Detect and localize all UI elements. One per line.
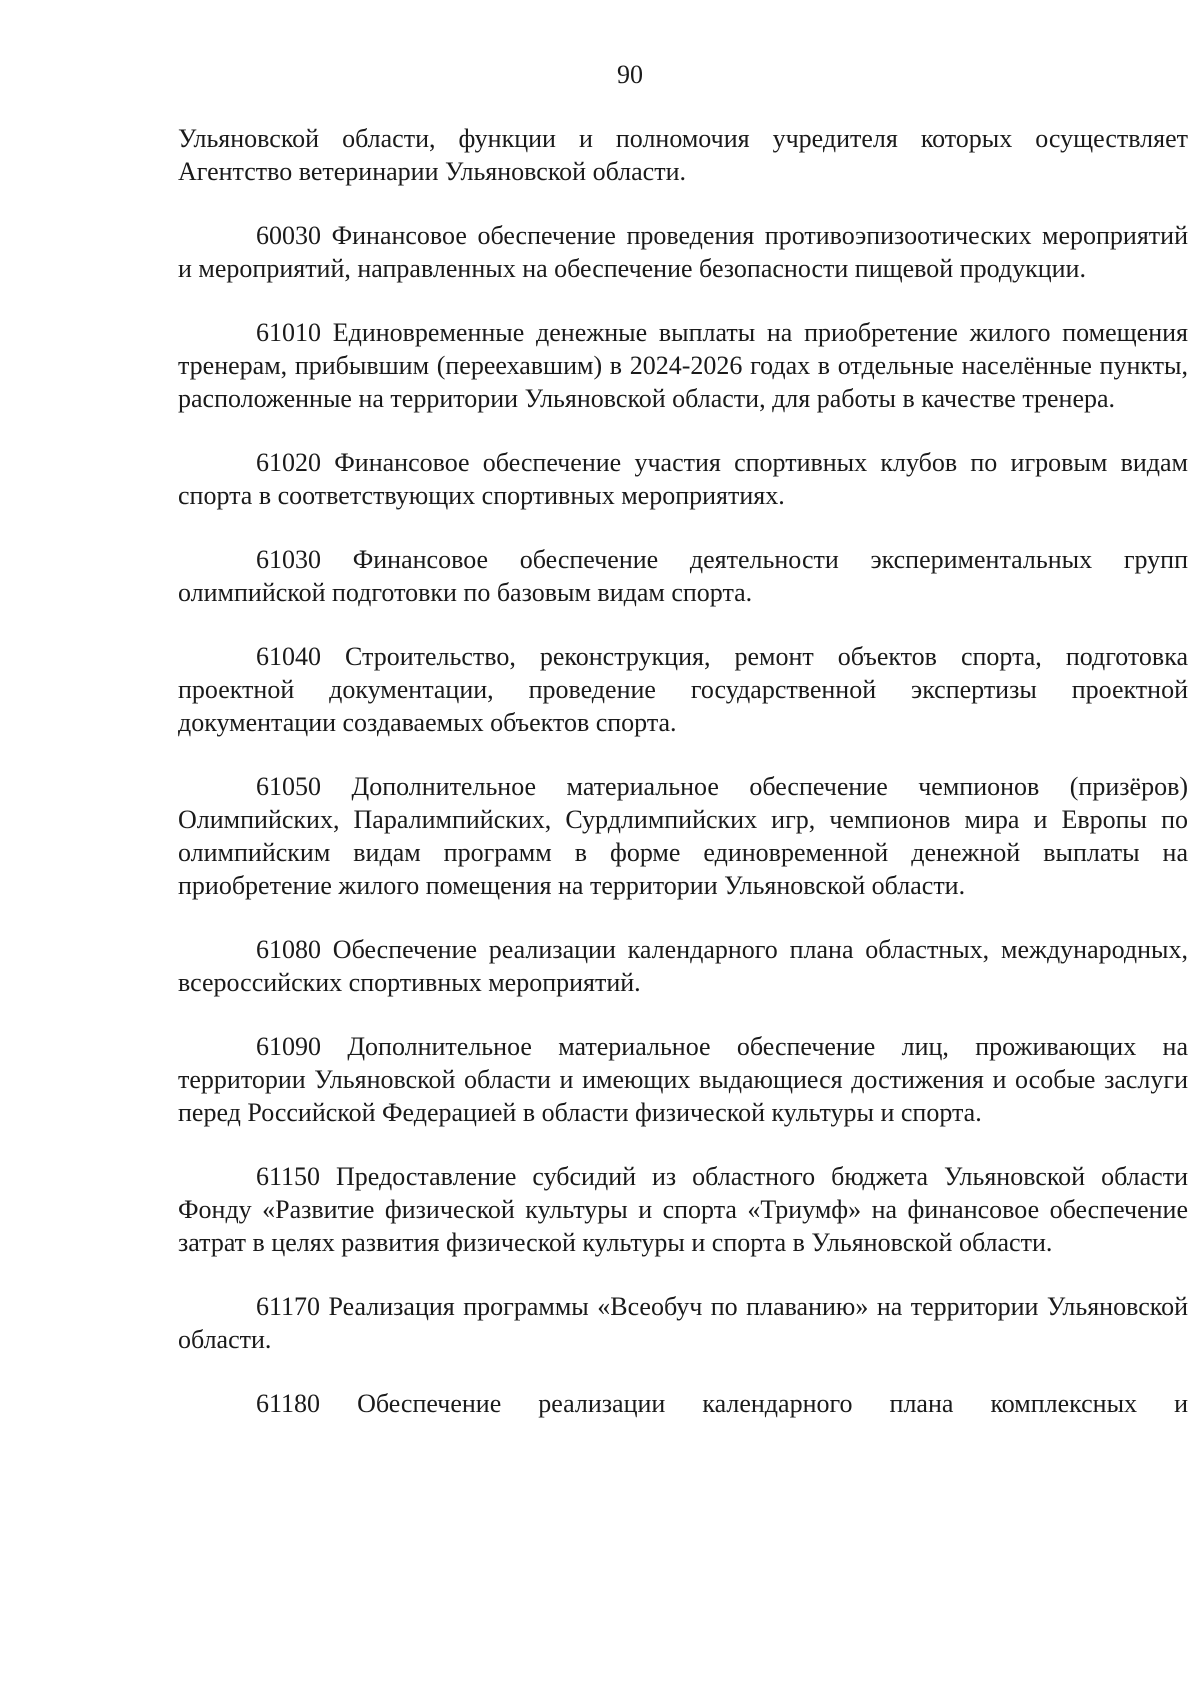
paragraph-60030: 60030 Финансовое обеспечение проведения противоэпизоотических мероприятий и мероприятий, направленных на обеспечение безопасности пищевой продукции. bbox=[178, 221, 1188, 283]
paragraph-61150: 61150 Предоставление субсидий из областного бюджета Ульяновской области Фонду «Развитие физической культуры и спорта «Триумф» на финансовое обеспечение затрат в целях развития физической культуры и спорта в Ульяновской области. bbox=[178, 1162, 1188, 1257]
paragraph-61090: 61090 Дополнительное материальное обеспечение лиц, проживающих на территории Ульяновской области и имеющих выдающиеся достижения и особые заслуги перед Российской Федерацией в области физической культуры и спорта. bbox=[178, 1032, 1188, 1127]
paragraph-61030: 61030 Финансовое обеспечение деятельности экспериментальных групп олимпийской подготовки по базовым видам спорта. bbox=[178, 545, 1188, 607]
document-body bbox=[178, 122, 1188, 1451]
paragraph-61080: 61080 Обеспечение реализации календарного плана областных, международных, всероссийских спортивных мероприятий. bbox=[178, 935, 1188, 997]
page-number: 90 bbox=[617, 60, 643, 89]
paragraph-61050: 61050 Дополнительное материальное обеспечение чемпионов (призёров) Олимпийских, Паралимпийских, Сурдлимпийских игр, чемпионов мира и Европы по олимпийским видам программ в форме единовременной денежной выплаты на приобретение жилого помещения на территории Ульяновской области. bbox=[178, 772, 1188, 900]
paragraph-61180: 61180 Обеспечение реализации календарного плана комплексных и bbox=[256, 1389, 1188, 1418]
paragraph-continuation: Ульяновской области, функции и полномочия учредителя которых осуществляет Агентство ветеринарии Ульяновской области. bbox=[178, 124, 1188, 186]
paragraph-61040: 61040 Строительство, реконструкция, ремонт объектов спорта, подготовка проектной документации, проведение государственной экспертизы проектной документации создаваемых объектов спорта. bbox=[178, 642, 1188, 737]
paragraph-61020: 61020 Финансовое обеспечение участия спортивных клубов по игровым видам спорта в соответствующих спортивных мероприятиях. bbox=[178, 448, 1188, 510]
paragraph-61170: 61170 Реализация программы «Всеобуч по плаванию» на территории Ульяновской области. bbox=[178, 1292, 1188, 1354]
paragraph-61010: 61010 Единовременные денежные выплаты на приобретение жилого помещения тренерам, прибывшим (переехавшим) в 2024-2026 годах в отдельные населённые пункты, расположенные на территории Ульяновской области, для работы в качестве тренера. bbox=[178, 318, 1188, 413]
